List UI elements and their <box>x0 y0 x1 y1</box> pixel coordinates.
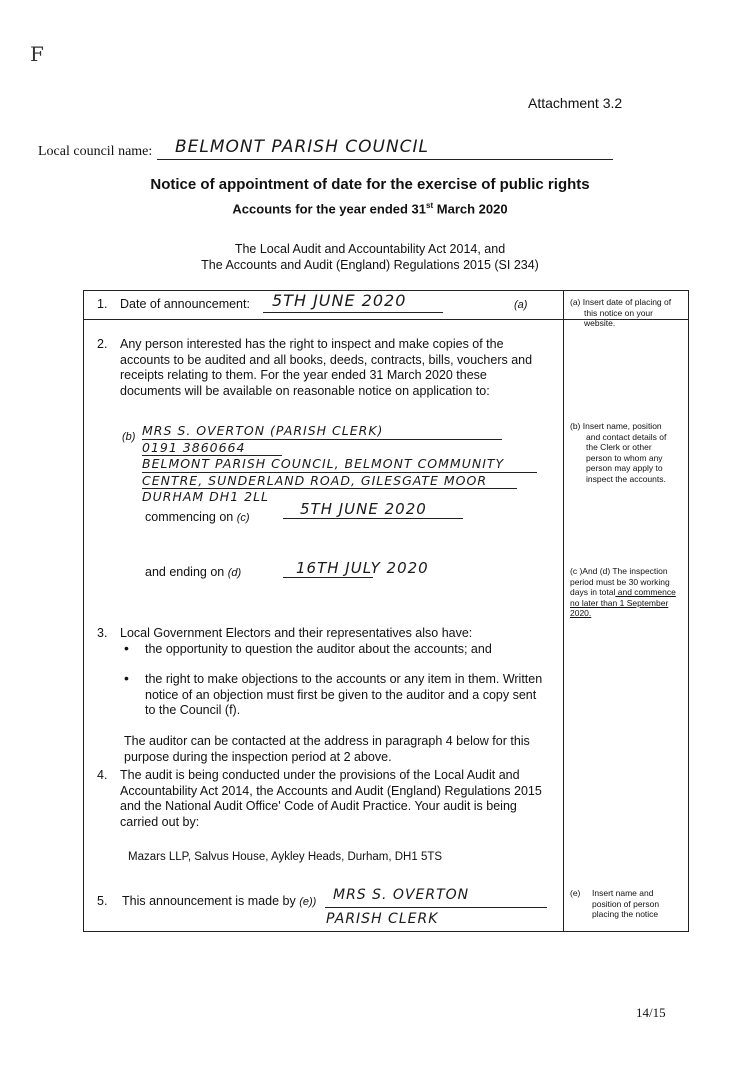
item4-line-2: Accountability Act 2014, the Accounts and Audit (England) Regulations 2015 <box>120 783 542 798</box>
announcer-position-value: PARISH CLERK <box>326 911 439 927</box>
item4-number: 4. <box>97 768 108 782</box>
auditor-contact-line-1: The auditor can be contacted at the address in paragraph 4 below for this <box>124 734 530 748</box>
notes-column-divider <box>563 290 564 932</box>
note-b-line-5: person may apply to <box>586 463 663 473</box>
item3-bullet-2-dot: • <box>124 670 129 686</box>
note-cd-line-3 <box>570 587 685 598</box>
notice-subtitle: Accounts for the year ended 31st March 2020 <box>232 201 508 217</box>
note-b-line-2: and contact details of <box>586 431 667 442</box>
legislation-line-1: The Local Audit and Accountability Act 2014, and <box>234 242 506 256</box>
item4-text <box>120 768 542 830</box>
note-cd-line-3-text: days in total <box>570 587 616 597</box>
item3-bullet-1: the opportunity to question the auditor about the accounts; and <box>145 642 492 656</box>
note-b-line-6: inspect the accounts. <box>586 473 666 484</box>
note-a-line-2: this notice on your <box>584 307 653 318</box>
item4-line-1: The audit is being conducted under the provisions of the Local Audit and <box>120 768 520 782</box>
item2-line-4: documents will be available on reasonable notice on application to: <box>120 383 490 398</box>
ending-underline <box>283 577 373 578</box>
note-cd-underlined-1: and commence <box>615 587 676 597</box>
auditor-address: Mazars LLP, Salvus House, Aykley Heads, Durham, DH1 5TS <box>128 851 443 863</box>
item4-line-3: and the National Audit Office' Code of Audit Practice. Your audit is being <box>120 799 517 813</box>
council-name-underline <box>157 159 613 160</box>
attachment-label: Attachment 3.2 <box>528 95 623 111</box>
commencing-date-value: 5TH JUNE 2020 <box>300 500 427 518</box>
note-cd-underlined-2: no later than 1 September <box>570 597 669 608</box>
note-e-line-2: position of person <box>592 898 660 909</box>
marker-d: (d) <box>227 567 242 579</box>
note-b-line-3: the Clerk or other <box>586 442 652 452</box>
note-cd-line-1: (c )And (d) The inspection <box>570 566 668 576</box>
commencing-label <box>145 510 250 527</box>
item3-bullet-2-line-2: notice of an objection must first be given to the auditor and a copy sent <box>145 687 537 702</box>
note-a-line-1: (a) Insert date of placing of <box>570 297 672 307</box>
ending-label <box>145 565 241 582</box>
note-e-line-1: Insert name and <box>592 888 654 898</box>
council-name-label: Local council name: <box>38 144 153 159</box>
item3-bullet-1-dot: • <box>124 640 129 656</box>
item2-text <box>120 337 532 399</box>
legislation-reference <box>0 241 740 273</box>
item3-intro: Local Government Electors and their representatives also have: <box>120 626 473 640</box>
note-e-line-3: placing the notice <box>592 909 659 919</box>
commencing-underline <box>283 518 463 519</box>
marker-e-inline: (e)) <box>299 896 317 908</box>
clerk-contact-line-5: DURHAM DH1 2LL <box>142 489 270 504</box>
marker-b: (b) <box>122 431 136 443</box>
note-b-line-1: (b) Insert name, position <box>570 421 662 431</box>
clerk-contact-line-3: BELMONT PARISH COUNCIL, BELMONT COMMUNITY <box>142 456 537 473</box>
handwritten-corner-mark: F <box>30 42 44 66</box>
auditor-contact-note <box>124 734 530 765</box>
item5-number: 5. <box>97 894 108 908</box>
item3-bullet-2 <box>145 672 542 719</box>
auditor-contact-line-2: purpose during the inspection period at 2 above. <box>124 749 392 764</box>
item5-label <box>122 894 316 911</box>
note-b-line-4: person to whom any <box>586 452 663 463</box>
item3-bullet-2-line-1: the right to make objections to the accounts or any item in them. Written <box>145 672 543 686</box>
item2-number: 2. <box>97 337 108 351</box>
item3-bullet-2-line-3: to the Council (f). <box>145 703 241 717</box>
clerk-contact-line-4: CENTRE, SUNDERLAND ROAD, GILESGATE MOOR <box>142 473 517 490</box>
note-a <box>570 297 680 329</box>
note-cd-underlined-3: 2020. <box>570 608 592 618</box>
item2-line-1: Any person interested has the right to inspect and make copies of the <box>120 337 504 351</box>
item3-number: 3. <box>97 626 108 640</box>
announcer-name-value: MRS S. OVERTON <box>333 887 470 903</box>
legislation-line-2: The Accounts and Audit (England) Regulations 2015 (SI 234) <box>201 258 539 272</box>
notice-title: Notice of appointment of date for the exercise of public rights <box>150 176 590 193</box>
note-e <box>592 888 682 920</box>
note-b <box>570 421 680 484</box>
item2-line-3: receipts relating to them. For the year ended 31 March 2020 these <box>120 368 487 382</box>
item1-underline <box>263 312 443 313</box>
note-cd-line-2: period must be 30 working <box>570 576 670 587</box>
item1-number: 1. <box>97 297 108 311</box>
marker-c: (c) <box>236 512 250 524</box>
clerk-contact-line-2: 0191 3860664 <box>142 440 282 457</box>
item1-marker: (a) <box>514 299 528 311</box>
item5-underline <box>325 907 547 908</box>
clerk-contact-line-1: MRS S. OVERTON (PARISH CLERK) <box>142 423 502 440</box>
council-name-value: BELMONT PARISH COUNCIL <box>175 137 430 157</box>
clerk-contact-details <box>142 423 552 505</box>
item5-label-text: This announcement is made by <box>122 894 296 908</box>
ending-label-text: and ending on <box>145 565 225 579</box>
commencing-label-text: commencing on <box>145 510 234 524</box>
item2-line-2: accounts to be audited and all books, deeds, contracts, bills, vouchers and <box>120 352 533 367</box>
note-cd <box>570 566 685 619</box>
item4-line-4: carried out by: <box>120 814 200 829</box>
ending-date-value: 16TH JULY 2020 <box>296 559 429 577</box>
announcement-date-value: 5TH JUNE 2020 <box>272 291 407 310</box>
page-number: 14/15 <box>636 1005 666 1020</box>
note-e-marker: (e) <box>570 888 581 898</box>
item1-label: Date of announcement: <box>120 297 250 311</box>
note-a-line-3: website. <box>584 318 616 328</box>
